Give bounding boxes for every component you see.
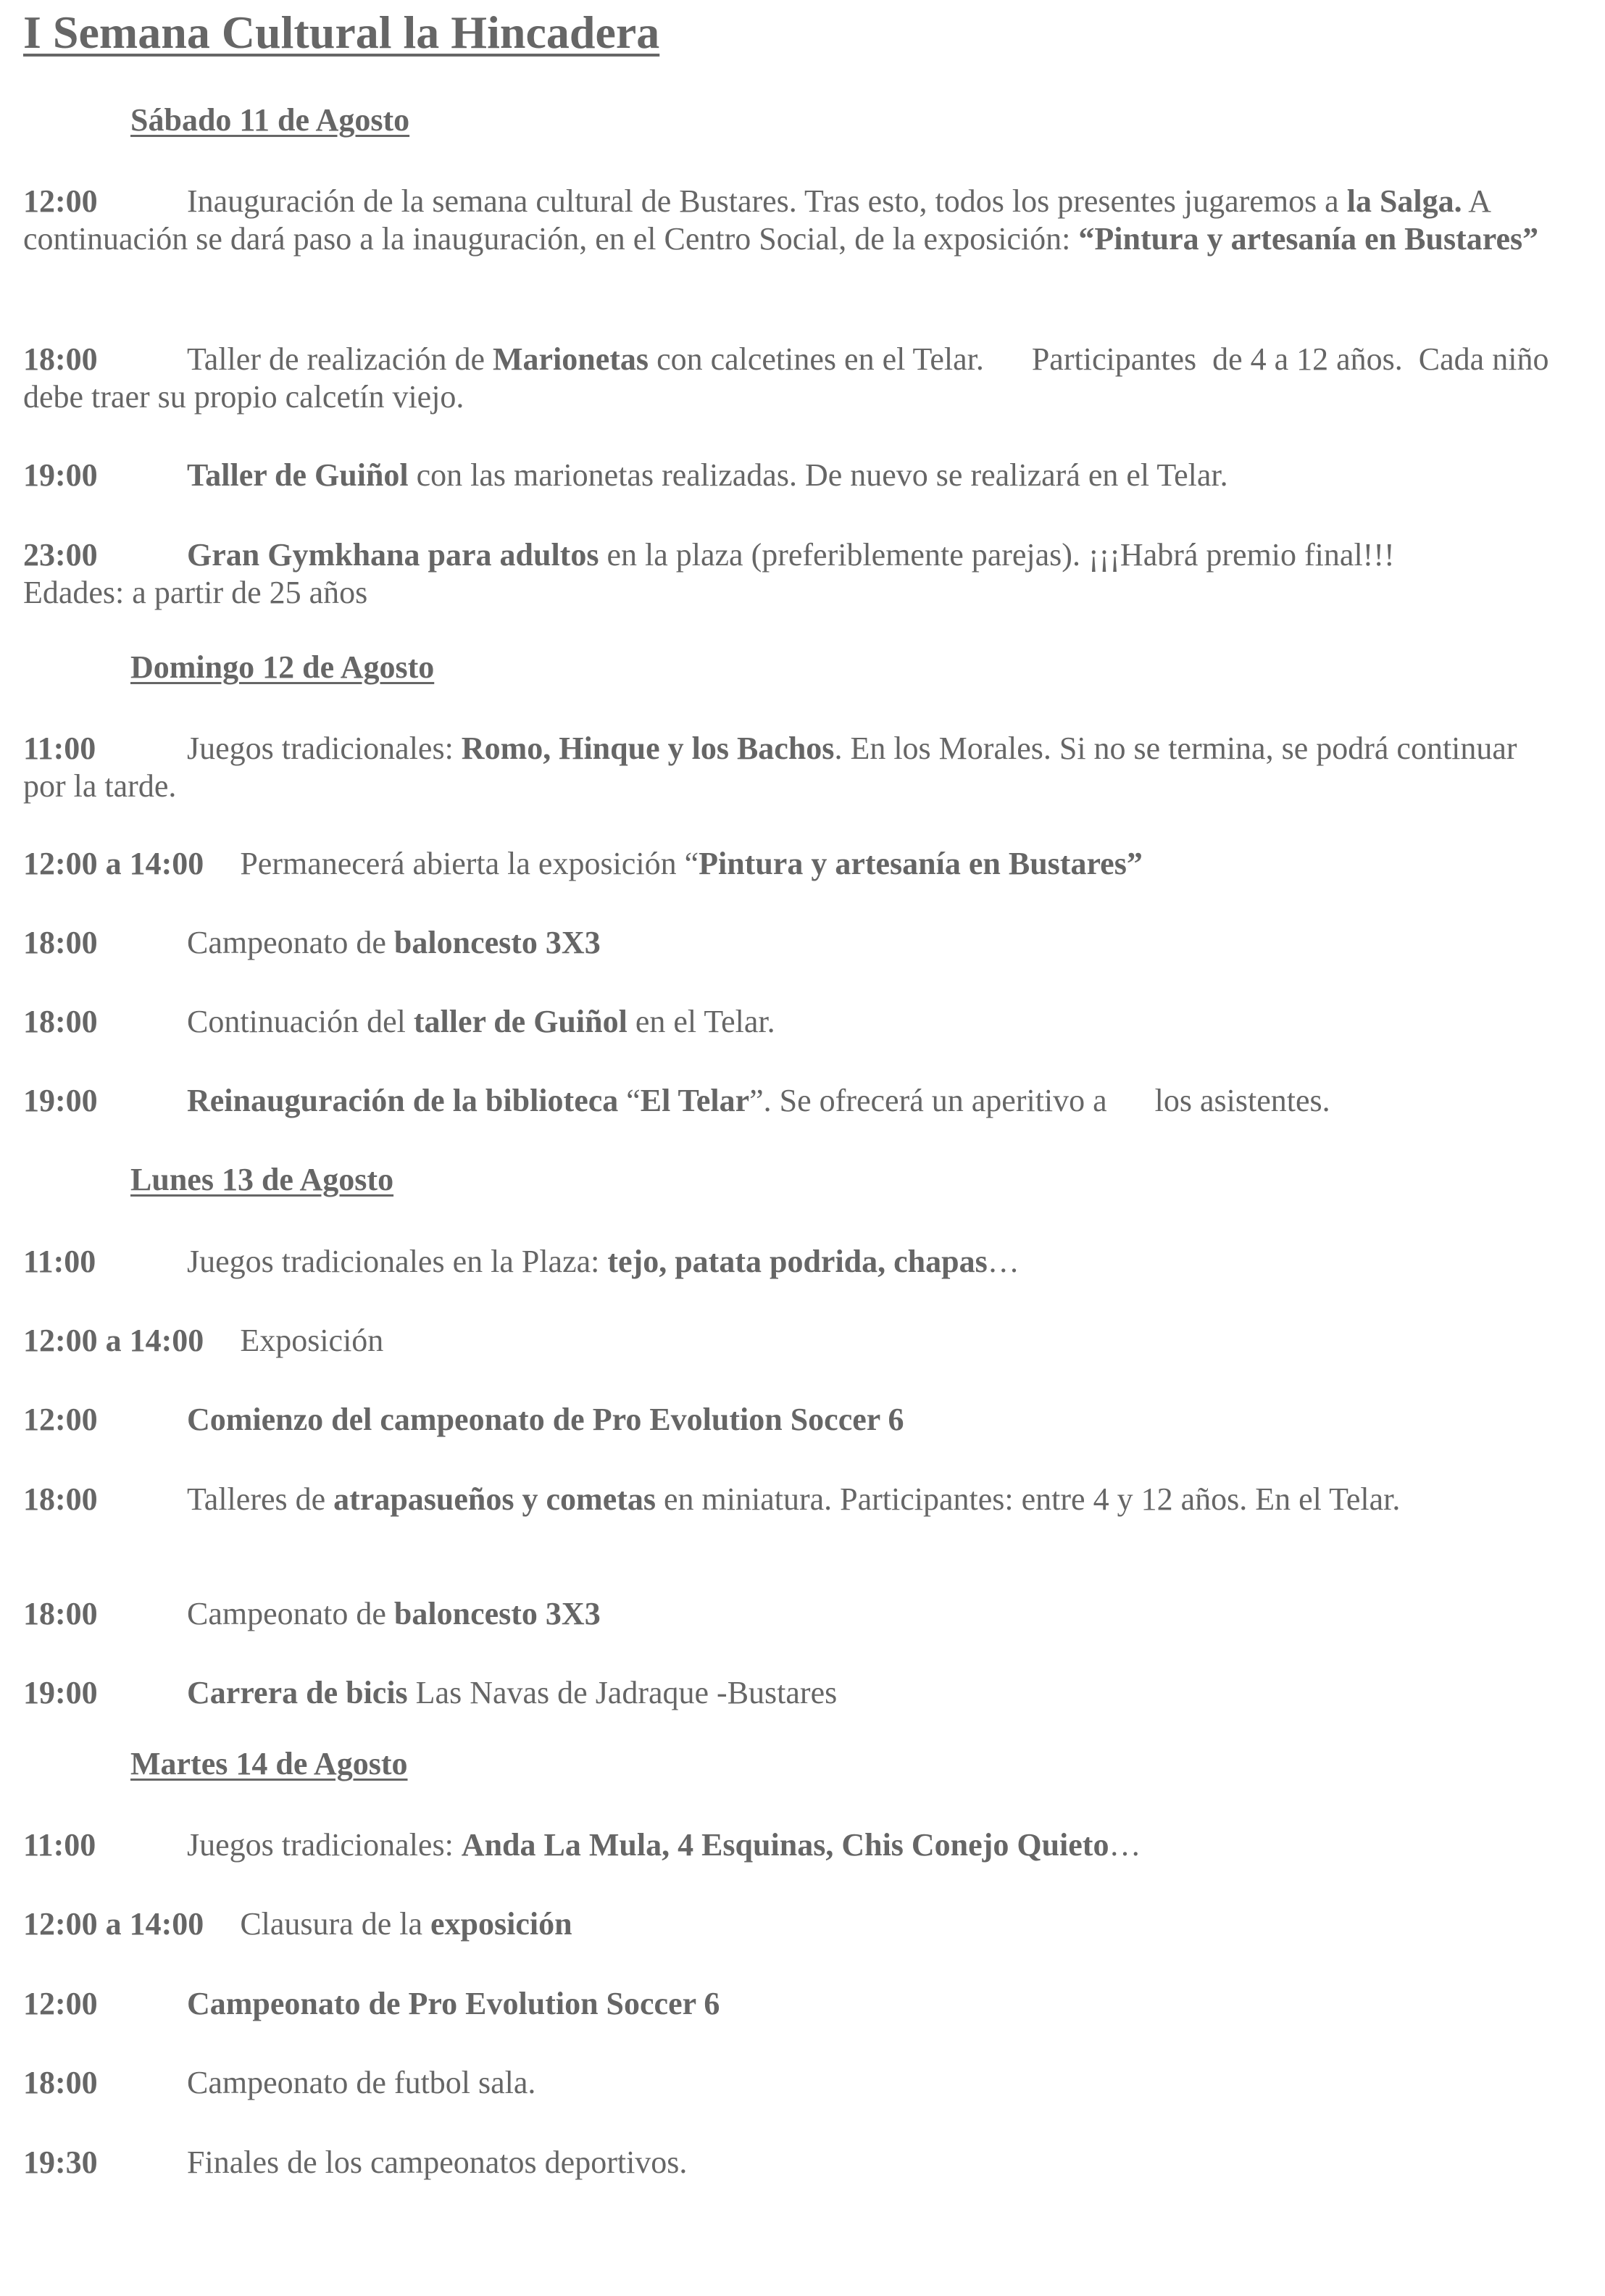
event-time: 12:00 a 14:00: [23, 1906, 204, 1942]
event-highlight: “Pintura y artesanía en Bustares”: [1078, 221, 1539, 257]
schedule-event: [23, 730, 1552, 805]
event-highlight: Carrera de bicis: [187, 1675, 408, 1710]
event-time: 19:00: [23, 1083, 98, 1118]
schedule-event: [23, 1481, 1552, 1518]
event-text: Juegos tradicionales:: [187, 731, 462, 766]
event-time: 12:00: [23, 1402, 98, 1437]
event-time: 11:00: [23, 1827, 96, 1863]
event-time: 18:00: [23, 341, 98, 377]
event-text: Permanecerá abierta la exposición “: [240, 846, 699, 881]
event-time: 12:00 a 14:00: [23, 1323, 204, 1358]
event-text: Campeonato de: [187, 925, 394, 960]
schedule-event: [23, 1674, 1552, 1712]
event-text: en miniatura. Participantes: entre 4 y 12 años. En el Telar.: [656, 1481, 1401, 1517]
event-text: Exposición: [240, 1323, 384, 1358]
event-highlight: Gran Gymkhana para adultos: [187, 537, 599, 573]
schedule-event: [23, 845, 1552, 883]
event-text: Juegos tradicionales en la Plaza:: [187, 1244, 608, 1279]
event-text: . En los Morales. Si no se termina, se podrá continuar por la tarde.: [23, 731, 1525, 804]
day-heading: Lunes 13 de Agosto: [130, 1162, 394, 1197]
event-highlight: baloncesto 3X3: [393, 1596, 601, 1631]
event-time: 12:00 a 14:00: [23, 846, 204, 881]
schedule-event: [23, 1826, 1552, 1864]
day-heading: Domingo 12 de Agosto: [130, 649, 435, 685]
event-text: en la plaza (preferiblemente parejas). ¡¡¡Habrá premio final!!! Edades: a partir de 25 años: [23, 537, 1459, 610]
event-text: ”. Se ofrecerá un aperitivo a los asistentes.: [749, 1083, 1330, 1118]
event-time: 19:30: [23, 2145, 98, 2180]
event-text: Las Navas de Jadraque -Bustares: [407, 1675, 838, 1710]
event-text: “: [618, 1083, 641, 1118]
event-highlight: taller de Guiñol: [413, 1004, 628, 1039]
document-title: I Semana Cultural la Hincadera: [23, 7, 660, 58]
day-heading: Martes 14 de Agosto: [130, 1746, 408, 1781]
event-highlight: El Telar: [640, 1083, 750, 1118]
event-text: Talleres de: [187, 1481, 334, 1517]
schedule-event: [23, 1401, 1552, 1439]
event-time: 18:00: [23, 1004, 98, 1039]
event-text: …: [1109, 1827, 1141, 1863]
schedule-event: [23, 1003, 1552, 1041]
event-time: 19:00: [23, 457, 98, 493]
event-highlight: Romo, Hinque y los Bachos: [461, 731, 835, 766]
event-text: Campeonato de: [187, 1596, 394, 1631]
event-time: 12:00: [23, 1986, 98, 2021]
event-text: Taller de realización de: [187, 341, 493, 377]
event-highlight: baloncesto 3X3: [393, 925, 601, 960]
event-text: …: [987, 1244, 1020, 1279]
event-highlight: Campeonato de Pro Evolution Soccer 6: [187, 1986, 720, 2021]
event-time: 23:00: [23, 537, 98, 573]
event-time: 18:00: [23, 2065, 98, 2100]
event-text: en el Telar.: [627, 1004, 775, 1039]
event-highlight: Reinauguración de la biblioteca: [187, 1083, 619, 1118]
schedule-event: [23, 536, 1552, 612]
event-highlight: Comienzo del campeonato de Pro Evolution Soccer 6: [187, 1402, 904, 1437]
schedule-event: [23, 924, 1552, 962]
schedule-event: [23, 2064, 1552, 2102]
event-text: con calcetines en el Telar. Participantes de 4 a 12 años. Cada niño debe traer su propio calcetín viejo.: [23, 341, 1557, 415]
schedule-event: [23, 1985, 1552, 2023]
event-time: 11:00: [23, 731, 96, 766]
schedule-event: [23, 1322, 1552, 1360]
schedule-event: [23, 1243, 1552, 1281]
event-text: Continuación del: [187, 1004, 414, 1039]
event-highlight: atrapasueños y cometas: [333, 1481, 656, 1517]
event-text: Inauguración de la semana cultural de Bustares. Tras esto, todos los presentes jugaremos a: [187, 183, 1347, 219]
schedule-event: [23, 1082, 1552, 1120]
event-highlight: Pintura y artesanía en Bustares”: [699, 846, 1143, 881]
event-time: 19:00: [23, 1675, 98, 1710]
schedule-event: [23, 183, 1552, 258]
event-highlight: tejo, patata podrida, chapas: [607, 1244, 988, 1279]
event-highlight: la Salga.: [1346, 183, 1462, 219]
event-time: 18:00: [23, 1481, 98, 1517]
event-time: 18:00: [23, 1596, 98, 1631]
event-time: 18:00: [23, 925, 98, 960]
day-heading: Sábado 11 de Agosto: [130, 102, 410, 138]
schedule-event: [23, 341, 1557, 416]
event-highlight: exposición: [430, 1906, 572, 1942]
event-time: 11:00: [23, 1244, 96, 1279]
schedule-event: [23, 2144, 1552, 2181]
event-text: Clausura de la: [240, 1906, 431, 1942]
event-highlight: Anda La Mula, 4 Esquinas, Chis Conejo Quieto: [461, 1827, 1109, 1863]
schedule-event: [23, 1905, 1552, 1943]
event-text: con las marionetas realizadas. De nuevo se realizará en el Telar.: [408, 457, 1228, 493]
event-time: 12:00: [23, 183, 98, 219]
event-text: Campeonato de futbol sala.: [187, 2065, 536, 2100]
event-text: Juegos tradicionales:: [187, 1827, 462, 1863]
event-text: Finales de los campeonatos deportivos.: [187, 2145, 688, 2180]
schedule-event: [23, 457, 1552, 494]
schedule-event: [23, 1595, 1552, 1633]
event-text: A continuación se dará paso a la inauguración, en el Centro Social, de la exposición:: [23, 183, 1498, 257]
event-highlight: Marionetas: [493, 341, 649, 377]
event-highlight: Taller de Guiñol: [187, 457, 409, 493]
